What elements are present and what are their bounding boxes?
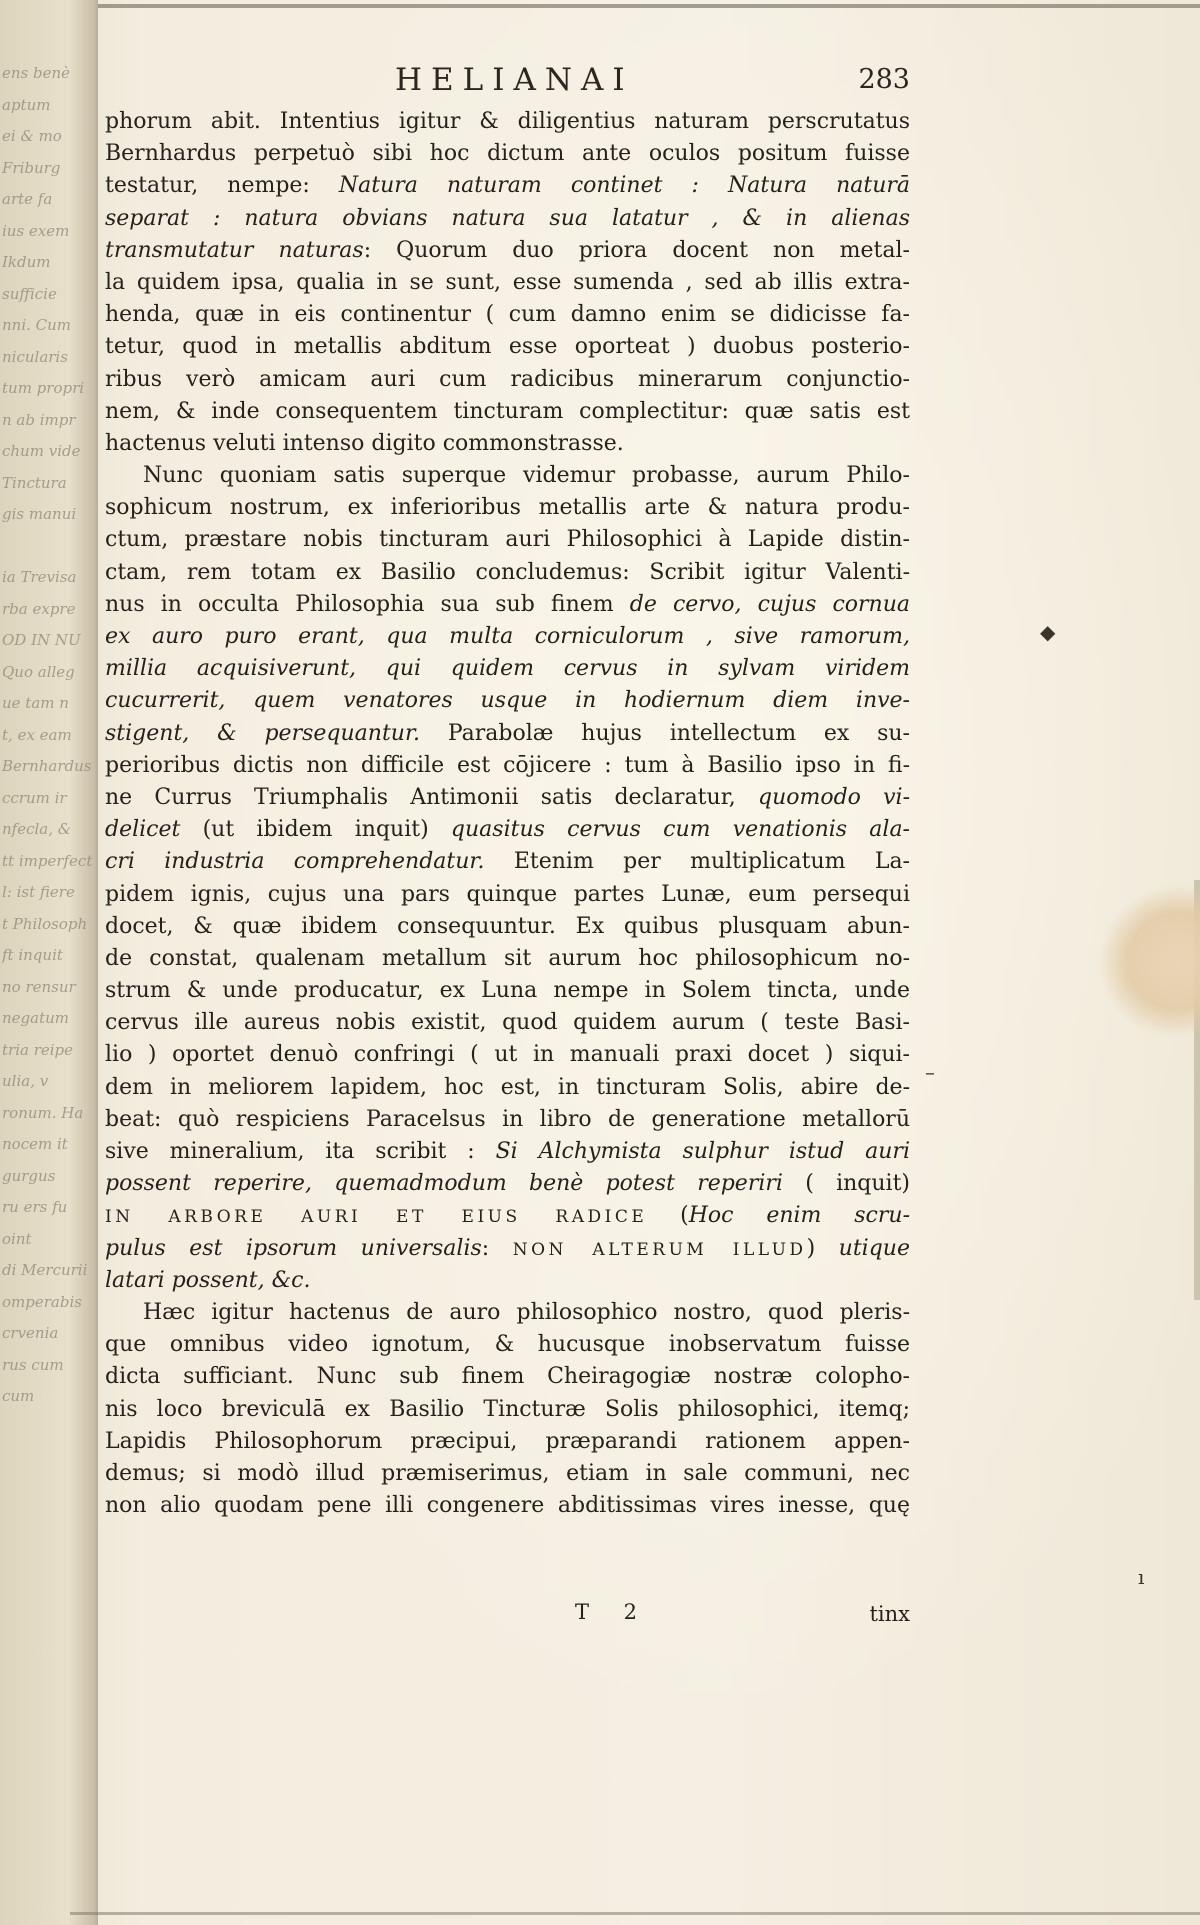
facing-page-line: OD IN NU — [2, 631, 81, 649]
text-line — [105, 524, 910, 556]
text-line — [105, 138, 910, 170]
italic-text: millia acquisiverunt, qui quidem cervus in sylvam viridem — [105, 656, 910, 682]
italic-text: ex auro puro erant, qua multa corniculorum , sive ramorum, — [105, 624, 910, 649]
text-line — [105, 1072, 910, 1104]
italic-text: stigent, & persequantur. — [105, 720, 421, 746]
margin-dash-mark: – — [925, 1060, 935, 1084]
facing-page-line: gurgus — [2, 1166, 56, 1185]
smallcaps-text: NON ALTERUM ILLUD — [512, 1239, 807, 1260]
roman-text: la quidem ipsa, qualia in se sunt, esse sumenda , sed ab illis extra- — [105, 269, 910, 295]
text-line — [105, 460, 910, 492]
italic-text: quomodo vi- — [757, 784, 910, 810]
text-line — [105, 331, 910, 363]
roman-text: perioribus dictis non difficile est cōjicere : tum à Basilio ipso in fi- — [105, 752, 910, 778]
running-title: HELIANAI — [395, 62, 634, 98]
facing-page-line: ue tam n — [2, 694, 69, 712]
text-line — [105, 975, 910, 1007]
text-line — [105, 1394, 910, 1426]
facing-page-bleed — [0, 0, 98, 1925]
text-line — [105, 1361, 910, 1393]
roman-text: docet, & quæ ibidem consequuntur. Ex quibus plusquam abun- — [105, 913, 910, 939]
roman-text: sophicum nostrum, ex inferioribus metallis arte & natura produ- — [105, 495, 910, 521]
text-line — [105, 718, 910, 750]
roman-text: cervus ille aureus nobis existit, quod quidem aurum ( teste Basi- — [105, 1010, 910, 1036]
roman-text: henda, quæ in eis continentur ( cum damno enim se didicisse fa- — [105, 302, 910, 328]
italic-text: quasitus cervus cum venationis ala- — [450, 817, 910, 843]
text-line — [105, 1329, 910, 1361]
roman-text: lio ) oportet denuò confringi ( ut in manuali praxi docet ) siqui- — [105, 1042, 910, 1068]
text-line — [105, 203, 910, 235]
roman-text: ( — [647, 1203, 689, 1229]
top-border-rule — [95, 4, 1200, 8]
facing-page-line: gis manui — [2, 505, 77, 523]
text-line — [105, 235, 910, 267]
facing-page-text — [2, 58, 94, 1413]
facing-page-line: t Philosoph — [2, 914, 88, 933]
facing-page-line: nni. Cum — [2, 316, 72, 334]
facing-page-line: nfecla, & — [2, 820, 72, 838]
facing-page-line: sufficie — [2, 284, 57, 303]
text-line — [105, 1265, 910, 1297]
text-line — [105, 557, 910, 589]
facing-page-line: omperabis — [2, 1292, 82, 1311]
facing-page-line: ulia, v — [2, 1072, 49, 1090]
facing-page-line: di Mercurii — [2, 1261, 88, 1279]
body-text — [105, 106, 910, 1522]
facing-page-line: l: ist fiere — [2, 883, 75, 901]
facing-page-line: Friburg — [2, 158, 61, 177]
catchword: tinx — [869, 1602, 910, 1626]
text-line — [105, 1458, 910, 1490]
text-line — [105, 1426, 910, 1458]
roman-text: dem in meliorem lapidem, hoc est, in tincturam Solis, abire de- — [105, 1074, 910, 1100]
roman-text: ctam, rem totam ex Basilio concludemus: Scribit igitur Valenti- — [105, 559, 910, 585]
italic-text: de cervo, cujus cornua — [629, 591, 910, 617]
text-line — [105, 1039, 910, 1071]
text-line — [105, 782, 910, 814]
italic-text: possent reperire, quemadmodum benè potest reperiri — [105, 1171, 783, 1197]
text-line — [105, 1168, 910, 1200]
facing-page-line: oint — [2, 1229, 32, 1248]
text-line — [105, 396, 910, 428]
text-line — [105, 1490, 910, 1522]
facing-page-line: tum propri — [2, 379, 85, 397]
roman-text: Bernhardus perpetuò sibi hoc dictum ante oculos positum fuisse — [105, 141, 910, 167]
page-footer — [105, 1600, 910, 1636]
roman-text: phorum abit. Intentius igitur & diligentius naturam perscrutatus — [105, 109, 910, 134]
text-line — [105, 1136, 910, 1168]
text-line — [105, 492, 910, 524]
facing-page-line: nicularis — [2, 347, 68, 366]
facing-page-line: tt imperfect — [2, 851, 93, 870]
facing-page-line: Tinctura — [2, 473, 67, 492]
roman-text: nem, & inde consequentem tincturam complectitur: quæ satis est — [105, 398, 910, 424]
facing-page-line: ius exem — [2, 221, 70, 240]
roman-text: de constat, qualenam metallum sit aurum hoc philosophicum no- — [105, 945, 910, 971]
roman-text: pidem ignis, cujus una pars quinque partes Lunæ, eum persequi — [105, 881, 910, 907]
facing-page-line: chum vide — [2, 442, 81, 460]
text-line — [105, 750, 910, 782]
text-line — [105, 653, 910, 685]
text-line — [105, 1297, 910, 1329]
facing-page-line: ei & mo — [2, 127, 62, 145]
italic-text: separat : natura obvians natura sua latatur , & in alienas — [105, 205, 910, 231]
facing-page-line: ft inquit — [2, 946, 63, 964]
italic-text: Hoc enim scru- — [688, 1203, 910, 1229]
roman-text: beat: quò respiciens Paracelsus in libro de generatione metallorū — [105, 1106, 910, 1132]
facing-page-line: Quo alleg — [2, 662, 75, 681]
roman-text: nis loco breviculā ex Basilio Tincturæ Solis philosophici, itemq; — [105, 1396, 910, 1422]
facing-page-line: Ikdum — [2, 253, 51, 271]
text-line — [105, 621, 910, 653]
facing-page-line: nocem it — [2, 1135, 68, 1153]
facing-page-line — [2, 531, 94, 563]
facing-page-line: ru ers fu — [2, 1198, 68, 1216]
facing-page-line: no rensur — [2, 977, 76, 996]
text-line — [105, 1007, 910, 1039]
text-line — [105, 846, 910, 878]
text-line — [105, 879, 910, 911]
roman-text: demus; si modò illud præmiserimus, etiam in sale communi, nec — [105, 1460, 910, 1486]
roman-text: ribus verò amicam auri cum radicibus minerarum conjunctio- — [105, 366, 910, 392]
italic-text: Natura naturam continet : Natura naturā — [338, 173, 910, 199]
italic-text: delicet — [105, 817, 181, 843]
roman-text: strum & unde producatur, ex Luna nempe in Solem tincta, unde — [105, 978, 910, 1004]
facing-page-line: ia Trevisa — [2, 568, 77, 586]
facing-page-line: arte fa — [2, 190, 53, 208]
italic-text: cucurrerit, quem venatores usque in hodiernum diem inve- — [105, 688, 910, 714]
text-line — [105, 267, 910, 299]
roman-text: dicta sufficiant. Nunc sub finem Cheiragogiæ nostræ colopho- — [105, 1364, 910, 1390]
running-head — [100, 62, 910, 106]
roman-text: ) — [806, 1235, 839, 1261]
facing-page-line: ronum. Ha — [2, 1103, 84, 1122]
roman-text: ( inquit) — [782, 1171, 910, 1197]
facing-page-line: cum — [2, 1387, 35, 1405]
text-line — [105, 1200, 910, 1232]
italic-text: utique — [838, 1235, 910, 1261]
text-line — [105, 685, 910, 717]
facing-page-line: tria reipe — [2, 1040, 74, 1059]
italic-text: cri industria comprehendatur. — [105, 849, 485, 875]
roman-text: tetur, quod in metallis abditum esse oporteat ) duobus posterio- — [105, 334, 910, 360]
facing-page-line: ccrum ir — [2, 788, 67, 807]
brush-shadow — [1080, 874, 1200, 1057]
text-line — [105, 299, 910, 331]
roman-text: non alio quodam pene illi congenere abditissimas vires inesse, quę — [105, 1493, 910, 1519]
text-line — [105, 911, 910, 943]
roman-text: testatur, nempe: — [105, 173, 339, 199]
roman-text: : — [481, 1235, 513, 1261]
roman-text: hactenus veluti intenso digito commonstrasse. — [105, 430, 624, 456]
signature-mark: T 2 — [575, 1600, 652, 1624]
roman-text: (ut ibidem inquit) — [180, 817, 451, 843]
roman-text: sive mineralium, ita scribit : — [105, 1139, 496, 1164]
facing-page-line: n ab impr — [2, 410, 76, 429]
roman-text: : Quorum duo priora docent non metal- — [363, 237, 910, 263]
facing-page-line: ens benè — [2, 64, 71, 82]
roman-text: Parabolæ hujus intellectum ex su- — [420, 720, 910, 746]
roman-text: nus in occulta Philosophia sua sub finem — [105, 591, 630, 617]
roman-text: ne Currus Triumphalis Antimonii satis declaratur, — [105, 784, 758, 810]
margin-dot-mark: ◆ — [1040, 620, 1056, 644]
roman-text: Nunc quoniam satis superque videmur probasse, aurum Philo- — [143, 463, 910, 489]
roman-text: Etenim per multiplicatum La- — [484, 849, 910, 875]
text-line — [105, 814, 910, 846]
facing-page-line: negatum — [2, 1009, 69, 1027]
italic-text: transmutatur naturas — [105, 237, 364, 263]
text-line — [105, 1104, 910, 1136]
roman-text: ctum, præstare nobis tincturam auri Philosophici à Lapide distin- — [105, 527, 910, 553]
italic-text: latari possent, &c. — [105, 1267, 311, 1293]
text-line — [105, 1233, 910, 1265]
roman-text: que omnibus video ignotum, & hucusque inobservatum fuisse — [105, 1332, 910, 1358]
italic-text: pulus est ipsorum universalis — [105, 1235, 482, 1261]
facing-page-line: Bernhardus — [2, 757, 92, 775]
text-line — [105, 428, 910, 460]
facing-page-line: rba expre — [2, 599, 76, 618]
smallcaps-text: IN ARBORE AURI ET EIUS RADICE — [105, 1207, 648, 1228]
text-line — [105, 943, 910, 975]
roman-text: Hæc igitur hactenus de auro philosophico nostro, quod pleris- — [143, 1299, 910, 1325]
margin-tick-mark: ı — [1138, 1565, 1145, 1589]
bottom-border-rule — [70, 1912, 1200, 1915]
page-number: 283 — [858, 64, 910, 95]
facing-page-line: aptum — [2, 95, 51, 114]
italic-text: Si Alchymista sulphur istud auri — [495, 1139, 910, 1164]
facing-page-line: rus cum — [2, 1355, 64, 1374]
text-line — [105, 106, 910, 138]
text-line — [105, 589, 910, 621]
text-line — [105, 170, 910, 202]
facing-page-line: t, ex eam — [2, 725, 72, 744]
roman-text: Lapidis Philosophorum præcipui, præparandi rationem appen- — [105, 1428, 910, 1454]
text-line — [105, 364, 910, 396]
facing-page-line: crvenia — [2, 1324, 59, 1342]
